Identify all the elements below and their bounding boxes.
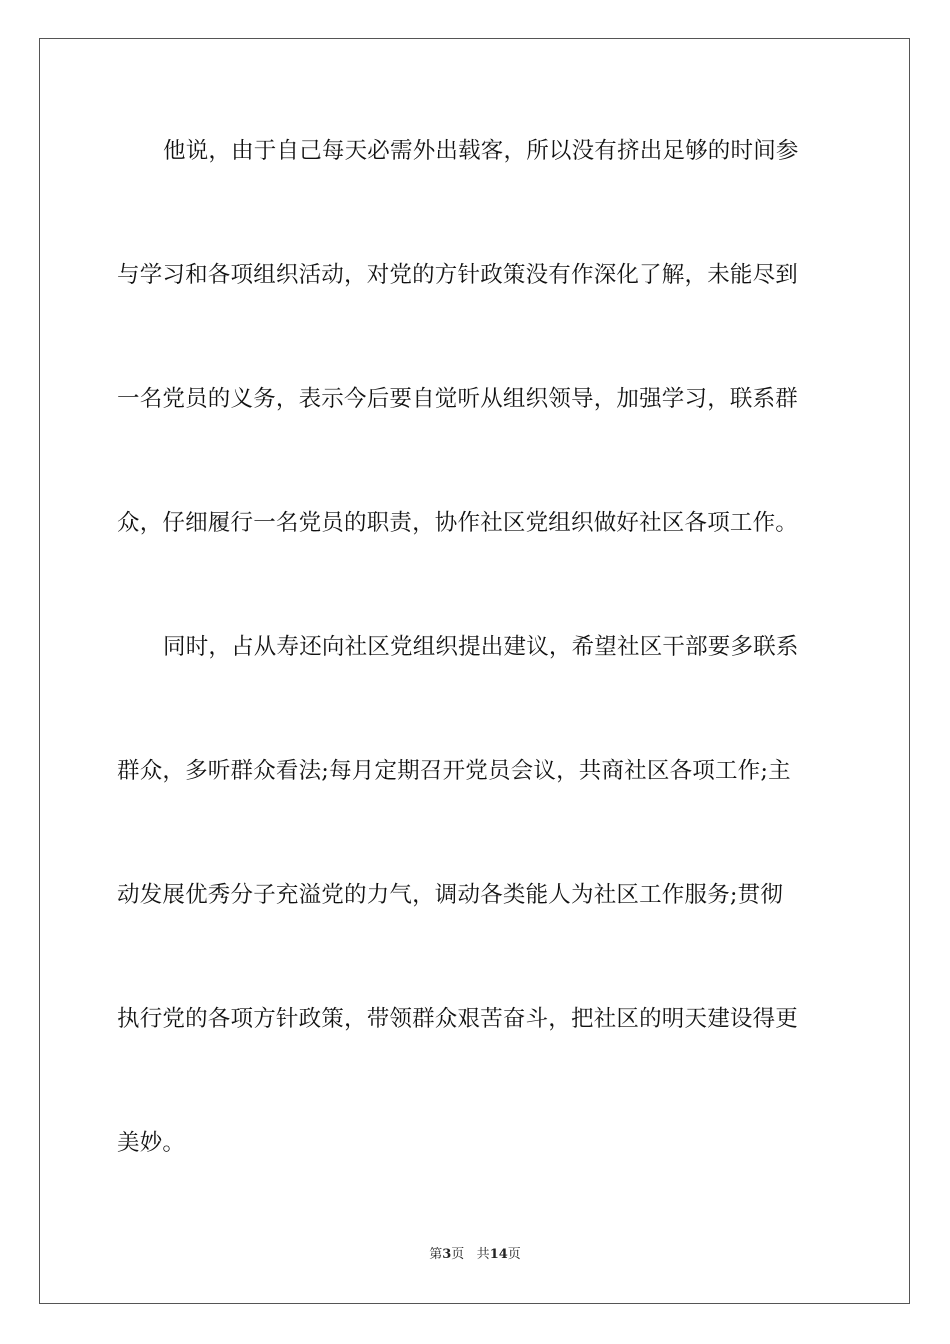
paragraph-1-line-1: 他说，由于自己每天必需外出载客，所以没有挤出足够的时间参 bbox=[163, 138, 799, 164]
footer-total-prefix: 共 bbox=[476, 1247, 490, 1262]
page-footer bbox=[0, 1246, 950, 1264]
footer-total-pages: 14 bbox=[489, 1247, 508, 1262]
footer-page-prefix: 第 bbox=[429, 1247, 443, 1262]
page-border bbox=[39, 38, 910, 1304]
paragraph-1-line-3: 一名党员的义务，表示今后要自觉听从组织领导，加强学习，联系群 bbox=[117, 386, 799, 412]
paragraph-2-line-4: 执行党的各项方针政策，带领群众艰苦奋斗，把社区的明天建设得更 bbox=[117, 1006, 799, 1032]
paragraph-1-line-4: 众，仔细履行一名党员的职责，协作社区党组织做好社区各项工作。 bbox=[117, 510, 799, 536]
paragraph-2-line-5: 美妙。 bbox=[117, 1130, 186, 1156]
footer-total-suffix: 页 bbox=[507, 1247, 521, 1262]
paragraph-2-line-3: 动发展优秀分子充溢党的力气，调动各类能人为社区工作服务;贯彻 bbox=[117, 882, 784, 908]
paragraph-2-line-1: 同时，占从寿还向社区党组织提出建议，希望社区干部要多联系 bbox=[163, 634, 799, 660]
paragraph-1-line-2: 与学习和各项组织活动，对党的方针政策没有作深化了解，未能尽到 bbox=[117, 262, 799, 288]
paragraph-2-line-2: 群众，多听群众看法;每月定期召开党员会议，共商社区各项工作;主 bbox=[117, 758, 791, 784]
footer-page-number: 3 bbox=[442, 1247, 452, 1262]
footer-page-suffix: 页 bbox=[451, 1247, 465, 1262]
